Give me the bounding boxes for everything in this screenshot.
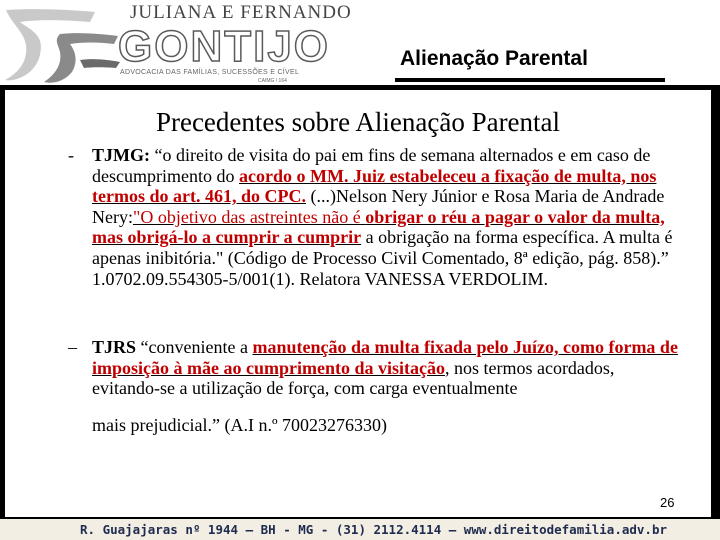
quote-text: , nos termos acordados, evitando-se a utilização de força, com carga eventualmente — [92, 357, 615, 399]
quote-text: a obrigação na forma específica. A multa é apenas inibitória." (Código de Processo Civil Comentado, 8ª edição, pág. 858).” 1.0702.09.554305-5/001(1). Relatora VANESSA VERDOLIM. — [92, 227, 673, 289]
footer-contact: R. Guajajaras nº 1944 – BH - MG - (31) 2112.4114 – www.direitodefamilia.adv.br — [80, 522, 667, 537]
footer-bar — [0, 519, 720, 540]
logo-subtitle: ADVOCACIA DAS FAMÍLIAS, SUCESSÕES E CÍVEL — [120, 69, 300, 76]
slide-title: Precedentes sobre Alienação Parental — [155, 107, 561, 137]
precedent-tjrs — [92, 337, 682, 399]
logo-jf-icon — [0, 0, 125, 85]
precedent-tjrs-end: mais prejudicial.” (A.I n.º 70023276330) — [92, 415, 388, 435]
court-name: TJMG: — [92, 145, 150, 165]
highlighted-text: obrigar o réu a pagar o valor da multa, mas obrigá-lo a cumprir a cumprir — [92, 206, 665, 248]
header-divider — [395, 78, 665, 82]
court-name: TJRS — [92, 337, 137, 357]
highlighted-text: acordo o MM. Juiz estabeleceu a fixação de multa, nos termos do art. 461, do CPC. — [92, 165, 657, 207]
quote-text: “o direito de visita do pai em fins de semana alternados e em caso de descumprimento do — [92, 145, 651, 186]
highlighted-text: "O objetivo das astreintes não é — [132, 206, 366, 227]
slide-content — [5, 90, 711, 517]
logo-main-text: GONTIJO — [118, 22, 331, 71]
bullet-dash: – — [68, 337, 77, 357]
logo-registration: CAIMG / 164 — [258, 78, 287, 84]
quote-text: “conveniente a — [136, 337, 253, 357]
quote-text: (...)Nelson Nery Júnior e Rosa Maria de Andrade Nery: — [92, 186, 665, 227]
header-bar — [0, 0, 720, 85]
precedent-tjmg — [92, 145, 682, 289]
logo-top-text: JULIANA E FERNANDO — [130, 2, 352, 23]
bullet-dash: - — [68, 145, 74, 165]
page-number: 26 — [660, 495, 675, 510]
header-title: Alienação Parental — [400, 47, 588, 70]
highlighted-text: manutenção da multa fixada pelo Juízo, como forma de imposição à mãe ao cumprimento da visitação — [92, 337, 678, 378]
